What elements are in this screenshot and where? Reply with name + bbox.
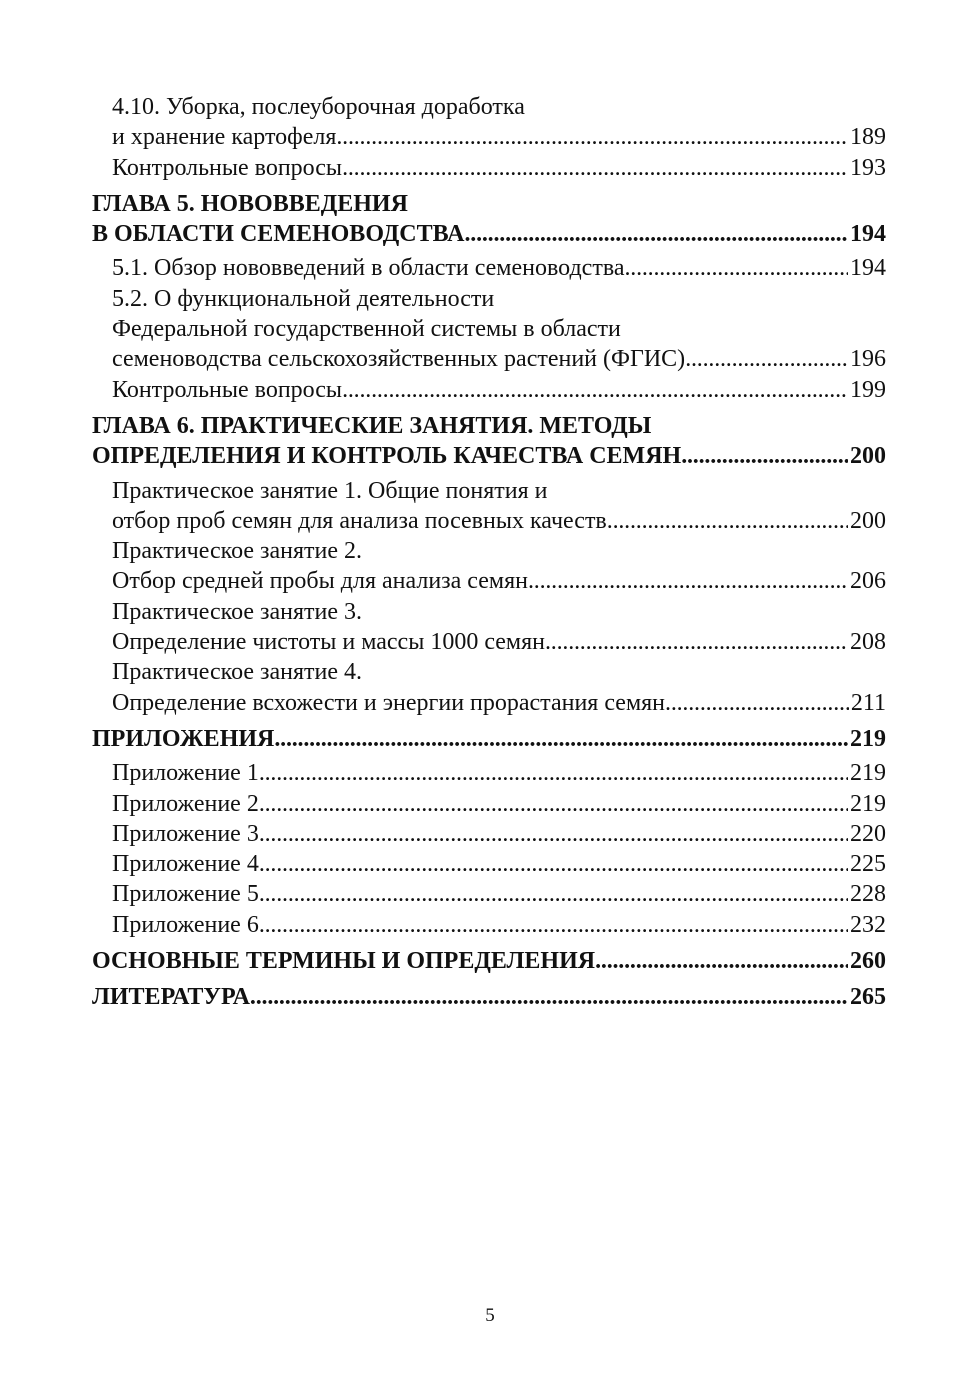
toc-entry-title: Контрольные вопросы (112, 154, 343, 181)
toc-page-number: 232 (850, 911, 886, 938)
toc-section-entry[interactable] (92, 153, 886, 183)
toc-entry-line (112, 122, 886, 152)
toc-entry-line (112, 657, 886, 687)
toc-entry-line (112, 375, 886, 405)
toc-leader-dots (595, 946, 848, 976)
toc-entry-title: 5.2. О функциональной деятельности (112, 285, 495, 312)
toc-chapter-entry[interactable] (92, 411, 886, 472)
toc-entry-title: 4.10. Уборка, послеуборочная доработка (112, 94, 525, 120)
toc-entry-line (92, 411, 886, 441)
toc-entry-line (112, 253, 886, 283)
toc-page-number: 225 (850, 851, 886, 878)
toc-section-entry[interactable] (92, 758, 886, 788)
toc-section-entry[interactable] (92, 879, 886, 909)
toc-leader-dots (250, 982, 848, 1012)
toc-entry-title: Приложение 2 (112, 790, 259, 817)
toc-entry-line (112, 688, 886, 718)
toc-page-number: 265 (850, 984, 886, 1011)
toc-page-number: 189 (850, 124, 886, 151)
toc-page-number: 193 (850, 154, 886, 181)
toc-page-number: 194 (850, 255, 886, 282)
toc-entry-title: Определение чистоты и массы 1000 семян (112, 629, 545, 656)
toc-page-number: 200 (850, 507, 886, 534)
toc-section-entry[interactable] (92, 476, 886, 537)
toc-leader-dots (259, 789, 848, 819)
toc-entry-title: отбор проб семян для анализа посевных качеств (112, 507, 607, 534)
toc-leader-dots (336, 122, 848, 152)
toc-entry-title: Практическое занятие 2. (112, 538, 363, 565)
toc-entry-line (92, 724, 886, 754)
toc-section-entry[interactable] (92, 597, 886, 658)
toc-section-entry[interactable] (92, 819, 886, 849)
toc-page-number: 208 (850, 629, 886, 656)
toc-entry-title: В ОБЛАСТИ СЕМЕНОВОДСТВА (92, 221, 465, 248)
toc-page-number: 194 (850, 221, 886, 248)
toc-entry-line (112, 344, 886, 374)
toc-entry-line (92, 946, 886, 976)
toc-entry-title: Практическое занятие 3. (112, 598, 363, 625)
toc-entry-line (112, 758, 886, 788)
toc-entry-line (112, 153, 886, 183)
toc-section-entry[interactable] (92, 253, 886, 283)
toc-entry-line (112, 819, 886, 849)
toc-leader-dots (665, 688, 849, 718)
toc-entry-line (112, 566, 886, 596)
toc-entry-line (112, 92, 886, 122)
toc-section-entry[interactable] (92, 92, 886, 153)
toc-section-entry[interactable] (92, 657, 886, 718)
toc-leader-dots (259, 879, 848, 909)
toc-leader-dots (274, 724, 848, 754)
toc-entry-title: Приложение 6 (112, 911, 259, 938)
toc-leader-dots (528, 566, 848, 596)
page-number: 5 (485, 1305, 495, 1326)
toc-leader-dots (259, 849, 848, 879)
toc-page-number: 228 (850, 881, 886, 908)
toc-leader-dots (464, 219, 848, 249)
toc-page-number: 206 (850, 568, 886, 595)
toc-entry-line (112, 879, 886, 909)
toc-page-number: 219 (850, 790, 886, 817)
toc-entry-line (112, 506, 886, 536)
toc-entry-line (112, 597, 886, 627)
toc-entry-title: Приложение 5 (112, 881, 259, 908)
toc-section-entry[interactable] (92, 910, 886, 940)
toc-entry-title: Практическое занятие 4. (112, 659, 363, 686)
toc-entry-title: Определение всхожести и энергии прорастания семян (112, 689, 666, 716)
toc-entry-title: семеноводства сельскохозяйственных растений (ФГИС) (112, 346, 686, 373)
toc-leader-dots (342, 375, 848, 405)
toc-entry-line (112, 789, 886, 819)
toc-page-number: 211 (850, 689, 886, 716)
toc-page-number: 200 (850, 443, 886, 470)
toc-entry-line (112, 314, 886, 344)
toc-chapter-entry[interactable] (92, 724, 886, 754)
toc-entry-title: и хранение картофеля (112, 124, 337, 151)
toc-entry-line (112, 284, 886, 314)
toc-entry-title: Практическое занятие 1. Общие понятия и (112, 477, 548, 504)
toc-entry-title: ОПРЕДЕЛЕНИЯ И КОНТРОЛЬ КАЧЕСТВА СЕМЯН (92, 443, 682, 470)
toc-chapter-entry[interactable] (92, 946, 886, 976)
toc-entry-title: Приложение 3 (112, 820, 259, 847)
toc-entry-title: Отбор средней пробы для анализа семян (112, 568, 528, 595)
toc-page-number: 196 (850, 346, 886, 373)
toc-entry-title: ГЛАВА 5. НОВОВВЕДЕНИЯ (92, 190, 408, 217)
toc-entry-title: 5.1. Обзор нововведений в области семеноводства (112, 255, 625, 282)
toc-leader-dots (259, 910, 848, 940)
toc-entry-title: Контрольные вопросы (112, 376, 343, 403)
toc-page-number: 199 (850, 376, 886, 403)
toc-page-number: 260 (850, 948, 886, 975)
toc-entry-title: Приложение 4 (112, 851, 259, 878)
toc-leader-dots (545, 627, 848, 657)
table-of-contents (92, 92, 886, 1017)
toc-page-number: 219 (850, 760, 886, 787)
toc-entry-title: Приложение 1 (112, 760, 259, 787)
toc-entry-title: ПРИЛОЖЕНИЯ (92, 725, 275, 752)
toc-entry-line (112, 910, 886, 940)
toc-section-entry[interactable] (92, 284, 886, 375)
toc-entry-title: ОСНОВНЫЕ ТЕРМИНЫ И ОПРЕДЕЛЕНИЯ (92, 948, 596, 975)
toc-entry-line (112, 536, 886, 566)
toc-entry-line (112, 627, 886, 657)
toc-leader-dots (681, 441, 848, 471)
toc-chapter-entry[interactable] (92, 982, 886, 1012)
toc-entry-line (112, 476, 886, 506)
toc-leader-dots (259, 819, 848, 849)
toc-chapter-entry[interactable] (92, 189, 886, 250)
toc-section-entry[interactable] (92, 375, 886, 405)
toc-entry-line (92, 219, 886, 249)
toc-page-number: 220 (850, 820, 886, 847)
toc-entry-line (92, 982, 886, 1012)
toc-page-number: 219 (850, 725, 886, 752)
toc-leader-dots (685, 344, 848, 374)
toc-entry-title: ГЛАВА 6. ПРАКТИЧЕСКИЕ ЗАНЯТИЯ. МЕТОДЫ (92, 412, 652, 439)
toc-leader-dots (624, 253, 848, 283)
toc-entry-title: Федеральной государственной системы в области (112, 316, 621, 343)
toc-entry-line (92, 441, 886, 471)
toc-entry-line (92, 189, 886, 219)
toc-leader-dots (607, 506, 848, 536)
toc-leader-dots (259, 758, 848, 788)
toc-entry-line (112, 849, 886, 879)
toc-section-entry[interactable] (92, 789, 886, 819)
toc-section-entry[interactable] (92, 849, 886, 879)
toc-section-entry[interactable] (92, 536, 886, 597)
toc-entry-title: ЛИТЕРАТУРА (92, 984, 250, 1011)
toc-leader-dots (342, 153, 848, 183)
